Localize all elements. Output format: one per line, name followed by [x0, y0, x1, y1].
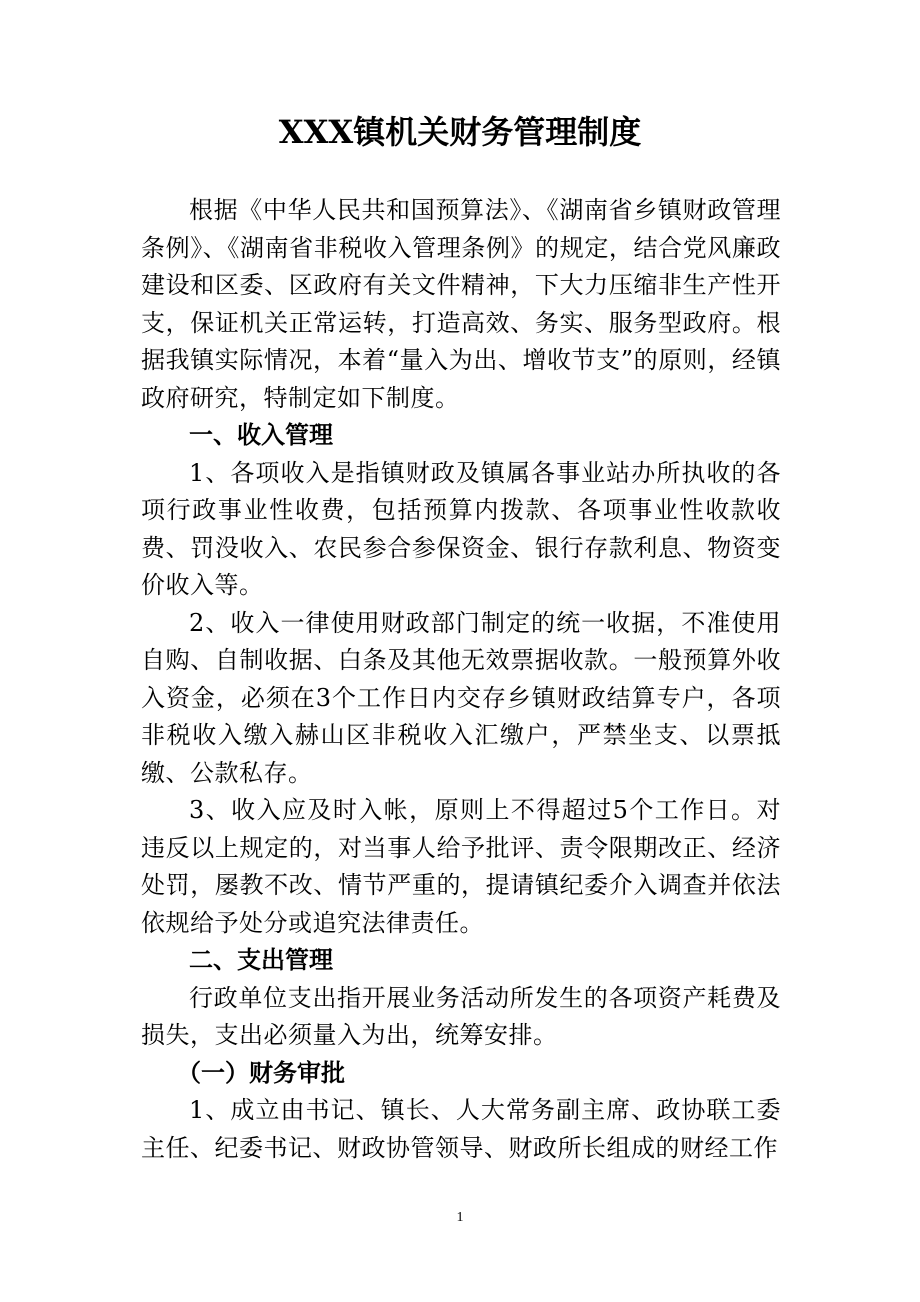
section-heading-expenditure: 二、支出管理	[189, 946, 333, 974]
page-number: 1	[456, 1210, 464, 1225]
intro-paragraph: 根据《中华人民共和国预算法》、《湖南省乡镇财政管理条例》、《湖南省非税收入管理条例》的规定，结合党风廉政建设和区委、区政府有关文件精神，下大力压缩非生产性开支，保证机关正常运转，打造高效、务实、服务型政府。根据我镇实际情况，本着“量入为出、增收节支”的原则，经镇政府研究，特制定如下制度。	[141, 196, 781, 412]
approval-item-1: 1、成立由书记、镇长、人大常务副主席、政协联工委主任、纪委书记、财政协管领导、财政所长组成的财经工作	[141, 1096, 781, 1162]
document-title: XXX镇机关财务管理制度	[278, 113, 642, 151]
document-body	[141, 192, 781, 1167]
income-item-1: 1、各项收入是指镇财政及镇属各事业站办所执收的各项行政事业性收费，包括预算内拨款、各项事业性收款收费、罚没收入、农民参合参保资金、银行存款利息、物资变价收入等。	[141, 458, 781, 599]
income-item-3: 3、收入应及时入帐，原则上不得超过5个工作日。对违反以上规定的，对当事人给予批评、责令限期改正、经济处罚，屡教不改、情节严重的，提请镇纪委介入调查并依法依规给予处分或追究法律责任。	[141, 796, 781, 937]
income-item-2: 2、收入一律使用财政部门制定的统一收据，不准使用自购、自制收据、白条及其他无效票据收款。一般预算外收入资金，必须在3个工作日内交存乡镇财政结算专户，各项非税收入缴入赫山区非税收入汇缴户，严禁坐支、以票抵缴、公款私存。	[141, 608, 781, 787]
section-heading-income: 一、收入管理	[189, 421, 333, 449]
expenditure-intro-paragraph: 行政单位支出指开展业务活动所发生的各项资产耗费及损失，支出必须量入为出，统筹安排。	[141, 983, 781, 1049]
subsection-heading-approval: （一）财务审批	[177, 1058, 345, 1087]
